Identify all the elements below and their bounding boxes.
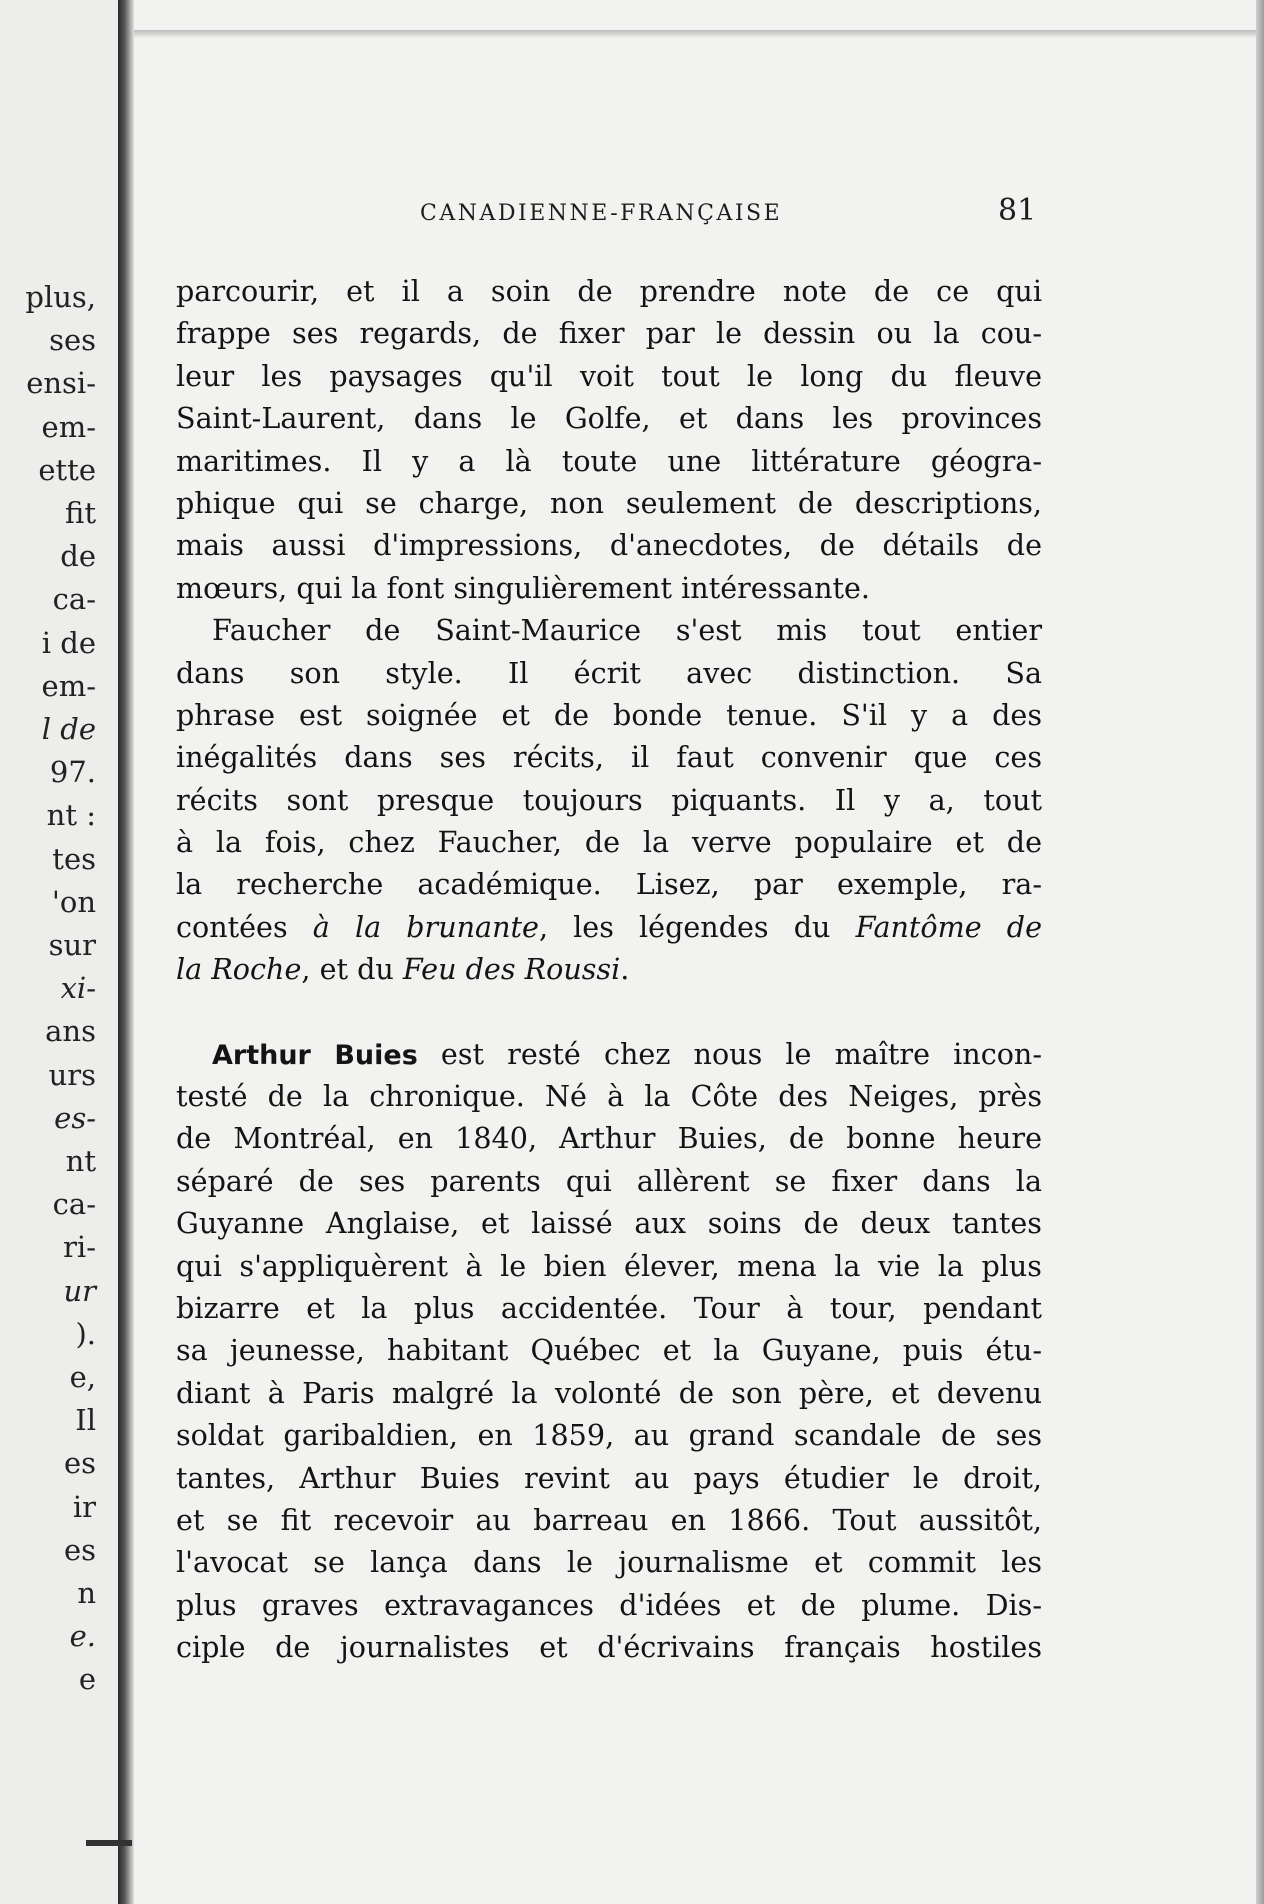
text-line: la recherche académique. Lisez, par exemple, ra- [176, 867, 1042, 902]
italic-title: la Roche [176, 952, 302, 987]
text-line: inégalités dans ses récits, il faut convenir que ces [176, 740, 1042, 775]
italic-title: Feu des Roussi [402, 952, 621, 987]
text-run: . [620, 952, 630, 987]
text-run: , et du [301, 952, 403, 987]
text-line: dans son style. Il écrit avec distinction. Sa [176, 655, 1042, 690]
page-edge-mark [86, 1840, 132, 1846]
text-line: mais aussi d'impressions, d'anecdotes, de détails de [176, 528, 1042, 563]
facing-page-text-fragment: ir [72, 1489, 96, 1524]
body-text [176, 270, 1042, 1669]
text-line: qui s'appliquèrent à le bien élever, mena la vie la plus [176, 1248, 1042, 1283]
page-81 [134, 38, 1256, 1904]
facing-page-text-fragment: ensi- [26, 366, 96, 401]
section-gap [176, 991, 1042, 1033]
text-line [176, 1033, 1042, 1075]
facing-page-text-fragment: urs [48, 1057, 96, 1092]
text-line: bizarre et la plus accidentée. Tour à tour, pendant [176, 1290, 1042, 1325]
italic-title: Fantôme de [855, 909, 1043, 944]
facing-page-text-fragment: e [78, 1662, 96, 1697]
facing-page-text-fragment: es [63, 1446, 96, 1481]
facing-page-text-fragment: l de [41, 712, 96, 746]
text-run: , les légendes du [538, 909, 856, 944]
book-gutter [118, 0, 134, 1904]
text-line: tantes, Arthur Buies revint au pays étudier le droit, [176, 1460, 1042, 1495]
text-line: récits sont presque toujours piquants. Il y a, tout [176, 782, 1042, 817]
facing-page-text-fragment: ans [45, 1014, 96, 1049]
page-top-edge [134, 30, 1264, 38]
running-head [134, 193, 1256, 233]
author-name-bold: Arthur Buies [212, 1039, 418, 1071]
paragraph-2 [176, 609, 1042, 991]
text-line: l'avocat se lança dans le journalisme et commit les [176, 1545, 1042, 1580]
facing-page-text-fragment: es [63, 1532, 96, 1567]
facing-page-text-fragment: fit [65, 496, 96, 530]
text-line: phique qui se charge, non seulement de descriptions, [176, 485, 1042, 520]
facing-page-text-fragment: sur [48, 928, 96, 962]
facing-page-text-fragment: n [77, 1576, 96, 1610]
text-line: à la fois, chez Faucher, de la verve populaire et de [176, 825, 1042, 860]
facing-page-text-fragment: ur [63, 1273, 96, 1308]
text-line [176, 948, 1042, 990]
text-line: mœurs, qui la font singulièrement intéressante. [176, 570, 871, 605]
text-line: frappe ses regards, de fixer par le dessin ou la cou- [176, 316, 1042, 351]
text-line: et se fit recevoir au barreau en 1866. Tout aussitôt, [176, 1502, 1042, 1537]
facing-page-text-fragment: nt [65, 1144, 96, 1178]
text-line: Saint-Laurent, dans le Golfe, et dans les provinces [176, 401, 1042, 436]
text-line: séparé de ses parents qui allèrent se fixer dans la [176, 1163, 1042, 1198]
facing-page-text-fragment: tes [52, 841, 96, 876]
text-line: sa jeunesse, habitant Québec et la Guyane, puis étu- [176, 1333, 1042, 1368]
facing-page-text-fragment: ca- [52, 1187, 96, 1222]
text-line: Guyanne Anglaise, et laissé aux soins de deux tantes [176, 1206, 1042, 1241]
text-line [176, 906, 1042, 948]
text-line: plus graves extravagances d'idées et de plume. Dis- [176, 1587, 1042, 1622]
text-line: leur les paysages qu'il voit tout le long du fleuve [176, 358, 1042, 393]
facing-page-text-fragment: e. [69, 1619, 96, 1654]
facing-page-text-fragment: e, [69, 1360, 96, 1394]
facing-page-text-fragment: 97. [49, 755, 96, 790]
text-run: contées [176, 909, 313, 944]
facing-page-text-fragment: ca- [52, 582, 96, 617]
text-line: parcourir, et il a soin de prendre note de ce qui [176, 274, 1042, 308]
page-number: 81 [998, 193, 1037, 228]
facing-page-text-fragment: 'on [51, 884, 96, 919]
facing-page-text-fragment: ri- [63, 1230, 96, 1265]
running-title: CANADIENNE-FRANÇAISE [420, 201, 783, 226]
facing-page-text-fragment: em- [41, 668, 96, 703]
paragraph-1 [176, 270, 1042, 609]
text-line: phrase est soignée et de bonde tenue. S'il y a des [176, 697, 1042, 732]
facing-page-text-fragment: i de [41, 625, 96, 660]
facing-page-text-fragment: ses [49, 323, 96, 358]
facing-page-text-fragment: xi- [60, 971, 96, 1006]
page-right-edge [1256, 0, 1264, 1904]
facing-page-text-fragment: nt : [46, 798, 96, 833]
text-line: soldat garibaldien, en 1859, au grand scandale de ses [176, 1418, 1042, 1453]
text-line: diant à Paris malgré la volonté de son père, et devenu [176, 1375, 1042, 1410]
text-line: de Montréal, en 1840, Arthur Buies, de bonne heure [176, 1121, 1042, 1156]
text-line: maritimes. Il y a là toute une littérature géogra- [176, 443, 1042, 478]
paragraph-3 [176, 1033, 1042, 1669]
facing-page-text-fragment: plus, [25, 280, 96, 314]
text-line: ciple de journalistes et d'écrivains français hostiles [176, 1630, 1042, 1665]
facing-page-text-fragment: ). [75, 1316, 96, 1351]
facing-page-text-fragment: de [60, 539, 96, 574]
text-line: Faucher de Saint-Maurice s'est mis tout entier [212, 613, 1042, 648]
facing-page-text-fragment: es- [54, 1100, 96, 1135]
facing-page-text-fragment: ette [38, 452, 96, 487]
facing-page-left [0, 0, 118, 1904]
italic-title: à la brunante [312, 909, 539, 944]
facing-page-text-fragment: em- [41, 409, 96, 444]
text-run: est resté chez nous le maître incon- [417, 1036, 1043, 1071]
text-line: testé de la chronique. Né à la Côte des Neiges, près [176, 1079, 1042, 1114]
facing-page-text-fragment: Il [75, 1403, 96, 1438]
